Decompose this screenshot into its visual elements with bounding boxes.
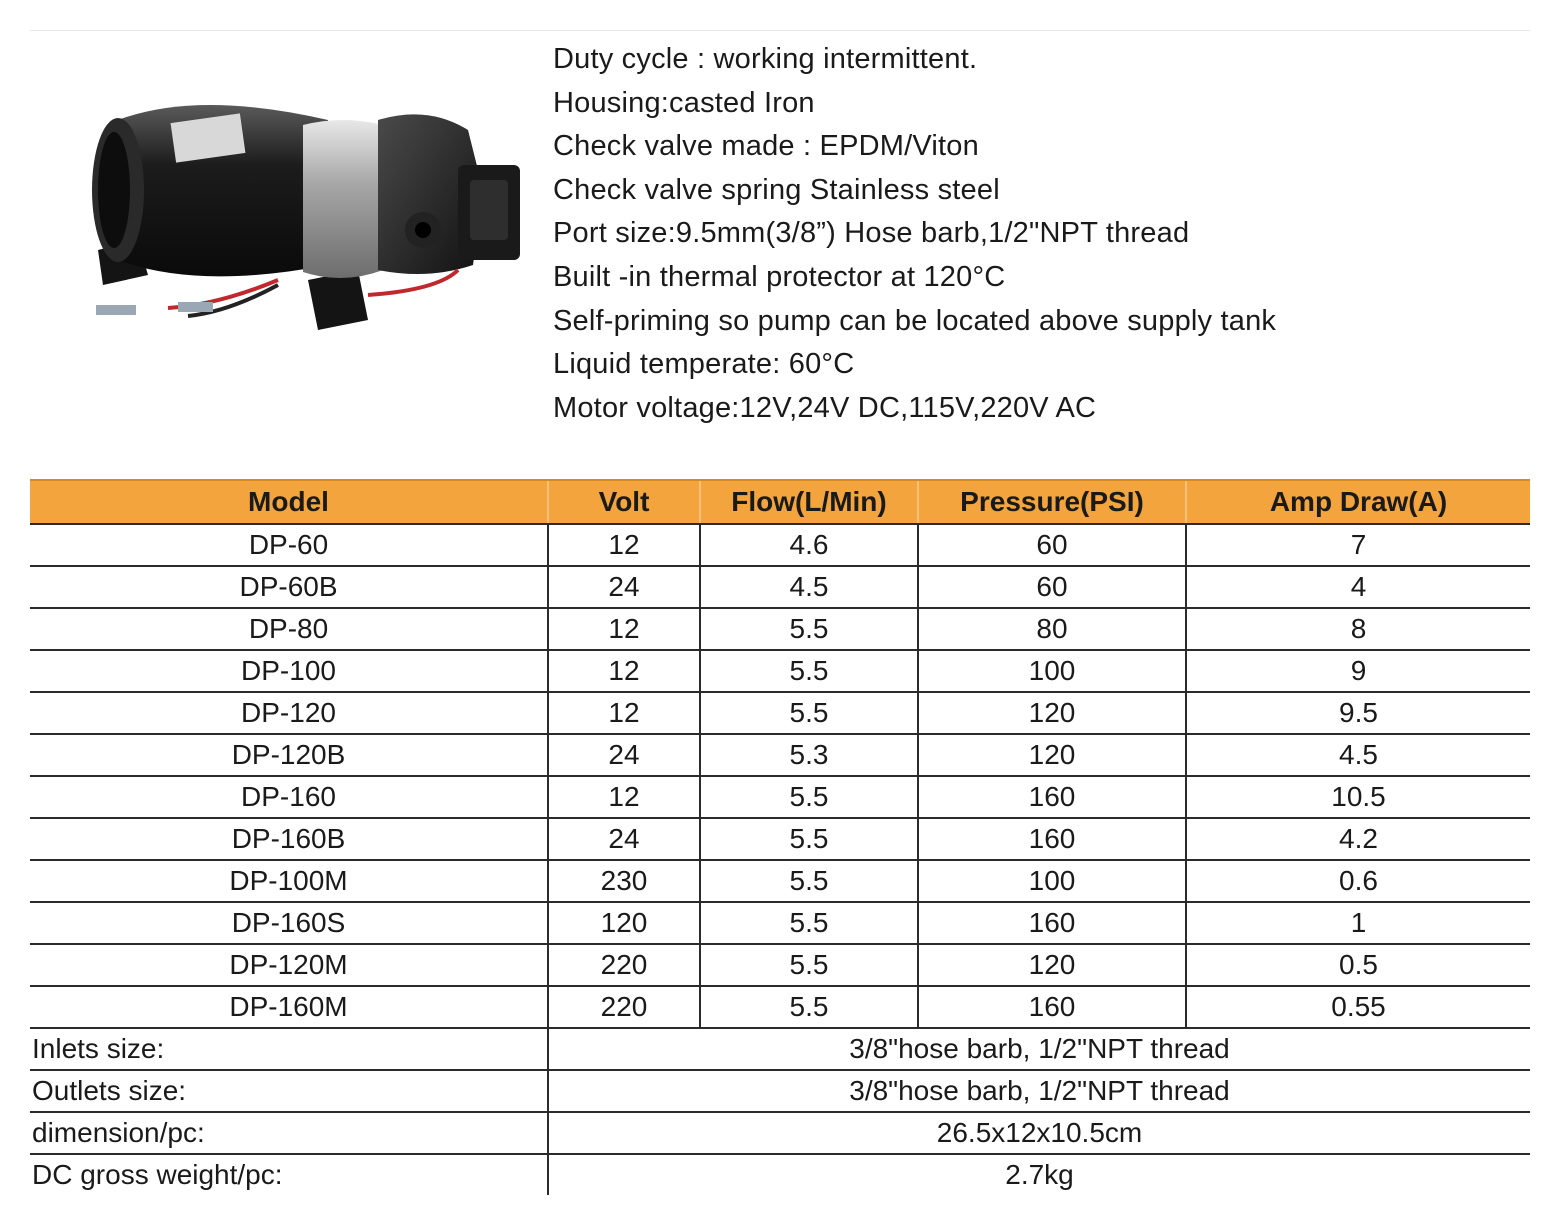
cell-flow: 5.5 bbox=[700, 608, 918, 650]
table-row bbox=[30, 818, 1530, 860]
table-row bbox=[30, 524, 1530, 566]
cell-volt: 220 bbox=[548, 944, 700, 986]
column-header: Flow(L/Min) bbox=[700, 480, 918, 524]
cell-amp: 4.5 bbox=[1186, 734, 1530, 776]
cell-flow: 4.5 bbox=[700, 566, 918, 608]
top-rule bbox=[30, 30, 1530, 31]
cell-pressure: 120 bbox=[918, 692, 1186, 734]
cell-volt: 12 bbox=[548, 650, 700, 692]
cell-model: DP-100M bbox=[30, 860, 548, 902]
table-row-inlets bbox=[30, 1028, 1530, 1070]
cell-flow: 5.5 bbox=[700, 860, 918, 902]
cell-value: 3/8"hose barb, 1/2"NPT thread bbox=[548, 1070, 1530, 1112]
cell-volt: 24 bbox=[548, 818, 700, 860]
cell-volt: 24 bbox=[548, 734, 700, 776]
cell-label: Outlets size: bbox=[30, 1070, 548, 1112]
cell-model: DP-100 bbox=[30, 650, 548, 692]
cell-pressure: 60 bbox=[918, 524, 1186, 566]
cell-model: DP-120M bbox=[30, 944, 548, 986]
cell-pressure: 160 bbox=[918, 902, 1186, 944]
cell-flow: 5.5 bbox=[700, 944, 918, 986]
cell-amp: 0.6 bbox=[1186, 860, 1530, 902]
cell-flow: 5.5 bbox=[700, 692, 918, 734]
cell-amp: 1 bbox=[1186, 902, 1530, 944]
spec-list bbox=[553, 38, 1276, 430]
table-row bbox=[30, 692, 1530, 734]
table-row bbox=[30, 566, 1530, 608]
column-header: Pressure(PSI) bbox=[918, 480, 1186, 524]
cell-amp: 10.5 bbox=[1186, 776, 1530, 818]
cell-model: DP-120 bbox=[30, 692, 548, 734]
table-row bbox=[30, 860, 1530, 902]
cell-model: DP-60 bbox=[30, 524, 548, 566]
cell-model: DP-120B bbox=[30, 734, 548, 776]
cell-pressure: 160 bbox=[918, 986, 1186, 1028]
cell-pressure: 120 bbox=[918, 734, 1186, 776]
table-row bbox=[30, 902, 1530, 944]
cell-pressure: 160 bbox=[918, 818, 1186, 860]
cell-label: dimension/pc: bbox=[30, 1112, 548, 1154]
cell-amp: 9 bbox=[1186, 650, 1530, 692]
cell-amp: 9.5 bbox=[1186, 692, 1530, 734]
cell-model: DP-160M bbox=[30, 986, 548, 1028]
spec-line: Check valve spring Stainless steel bbox=[553, 173, 1000, 206]
table-row bbox=[30, 734, 1530, 776]
cell-model: DP-80 bbox=[30, 608, 548, 650]
cell-flow: 5.5 bbox=[700, 902, 918, 944]
column-header: Amp Draw(A) bbox=[1186, 480, 1530, 524]
spec-line: Housing:casted Iron bbox=[553, 86, 815, 119]
cell-model: DP-160B bbox=[30, 818, 548, 860]
cell-flow: 5.5 bbox=[700, 818, 918, 860]
cell-amp: 0.5 bbox=[1186, 944, 1530, 986]
table-row-weight bbox=[30, 1154, 1530, 1195]
model-spec-table bbox=[30, 479, 1530, 1195]
cell-value: 26.5x12x10.5cm bbox=[548, 1112, 1530, 1154]
cell-volt: 12 bbox=[548, 692, 700, 734]
cell-volt: 230 bbox=[548, 860, 700, 902]
cell-model: DP-160 bbox=[30, 776, 548, 818]
table-row bbox=[30, 776, 1530, 818]
cell-pressure: 60 bbox=[918, 566, 1186, 608]
cell-volt: 220 bbox=[548, 986, 700, 1028]
table-row bbox=[30, 986, 1530, 1028]
spec-line: Check valve made : EPDM/Viton bbox=[553, 130, 979, 163]
cell-volt: 12 bbox=[548, 608, 700, 650]
cell-flow: 5.5 bbox=[700, 776, 918, 818]
cell-volt: 12 bbox=[548, 524, 700, 566]
table-header-row bbox=[30, 480, 1530, 524]
spec-line: Duty cycle : working intermittent. bbox=[553, 43, 978, 75]
cell-volt: 24 bbox=[548, 566, 700, 608]
table-row bbox=[30, 650, 1530, 692]
table-row-outlets bbox=[30, 1070, 1530, 1112]
cell-value: 2.7kg bbox=[548, 1154, 1530, 1195]
table-row bbox=[30, 944, 1530, 986]
spec-line: Liquid temperate: 60°C bbox=[553, 348, 855, 381]
cell-amp: 4 bbox=[1186, 566, 1530, 608]
spec-line: Motor voltage:12V,24V DC,115V,220V AC bbox=[553, 391, 1097, 424]
cell-label: Inlets size: bbox=[30, 1028, 548, 1070]
spec-line: Built -in thermal protector at 120°C bbox=[553, 260, 1006, 293]
cell-flow: 5.5 bbox=[700, 650, 918, 692]
cell-volt: 120 bbox=[548, 902, 700, 944]
column-header: Model bbox=[30, 480, 548, 524]
table-row-dimension bbox=[30, 1112, 1530, 1154]
cell-value: 3/8"hose barb, 1/2"NPT thread bbox=[548, 1028, 1530, 1070]
cell-amp: 4.2 bbox=[1186, 818, 1530, 860]
cell-pressure: 100 bbox=[918, 650, 1186, 692]
cell-flow: 4.6 bbox=[700, 524, 918, 566]
cell-volt: 12 bbox=[548, 776, 700, 818]
cell-flow: 5.5 bbox=[700, 986, 918, 1028]
pump-image bbox=[78, 80, 538, 350]
cell-pressure: 120 bbox=[918, 944, 1186, 986]
cell-amp: 8 bbox=[1186, 608, 1530, 650]
cell-label: DC gross weight/pc: bbox=[32, 1159, 283, 1190]
column-header: Volt bbox=[548, 480, 700, 524]
spec-line: Port size:9.5mm(3/8”) Hose barb,1/2"NPT thread bbox=[553, 217, 1190, 250]
cell-pressure: 100 bbox=[918, 860, 1186, 902]
cell-pressure: 160 bbox=[918, 776, 1186, 818]
spec-line: Self-priming so pump can be located above supply tank bbox=[553, 304, 1277, 337]
cell-model: DP-160S bbox=[30, 902, 548, 944]
cell-pressure: 80 bbox=[918, 608, 1186, 650]
cell-model: DP-60B bbox=[30, 566, 548, 608]
cell-amp: 7 bbox=[1186, 524, 1530, 566]
cell-flow: 5.3 bbox=[700, 734, 918, 776]
cell-amp: 0.55 bbox=[1186, 986, 1530, 1028]
table-row bbox=[30, 608, 1530, 650]
